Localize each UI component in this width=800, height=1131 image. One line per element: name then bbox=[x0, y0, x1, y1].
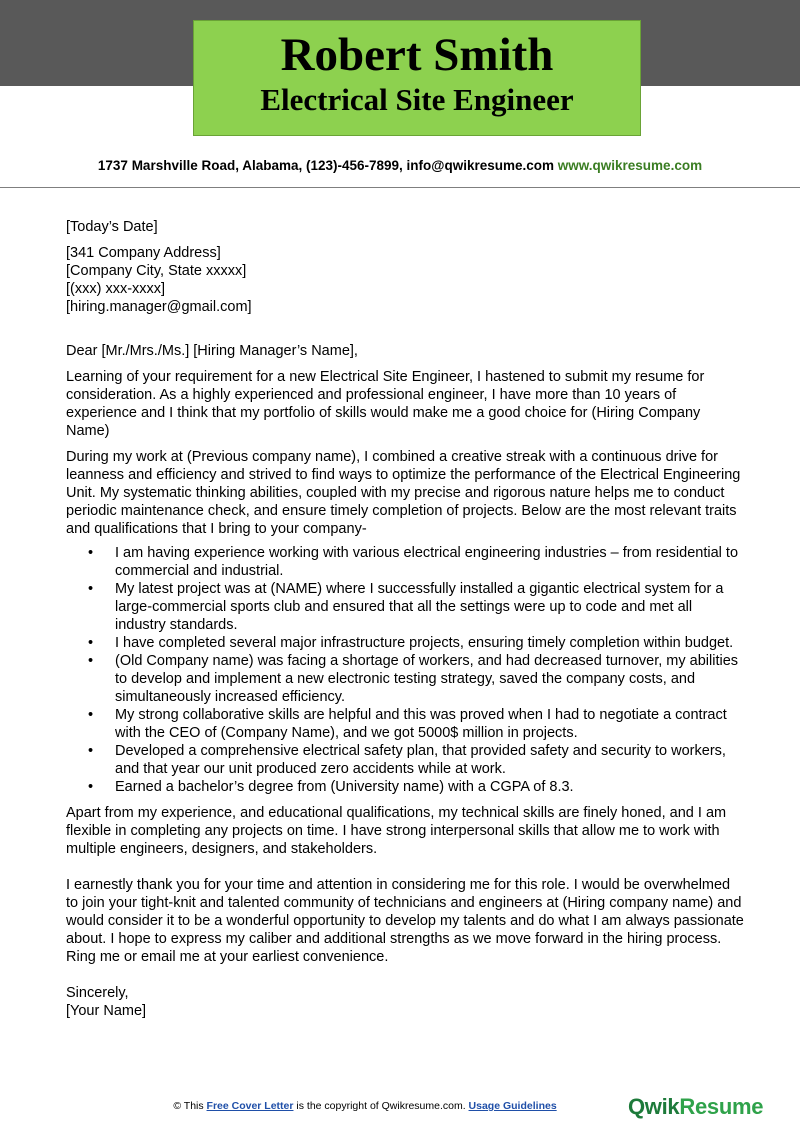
list-item bbox=[66, 742, 746, 778]
address-line: [Company City, State xxxxx] bbox=[66, 263, 247, 279]
qwikresume-logo bbox=[628, 1094, 763, 1120]
list-item bbox=[66, 706, 746, 742]
bullet-icon: • bbox=[88, 635, 94, 651]
header-divider bbox=[0, 187, 800, 188]
bullet-icon: • bbox=[88, 653, 94, 669]
list-item bbox=[66, 634, 746, 652]
footer-middle: is the copyright of Qwikresume.com. bbox=[293, 1100, 469, 1112]
bullet-icon: • bbox=[88, 707, 94, 723]
signature: [Your Name] bbox=[66, 1003, 147, 1019]
address-line: [(xxx) xxx-xxxx] bbox=[66, 281, 166, 297]
paragraph-skills: Apart from my experience, and educational qualifications, my technical skills are finely honed, and I am flexible in completing any projects on time. I have strong interpersonal skills that allow me to work with multiple engineers, designers, and stakeholders. bbox=[66, 805, 727, 857]
list-item bbox=[66, 544, 746, 580]
name-title-box bbox=[193, 20, 641, 136]
footer-copyright bbox=[0, 1099, 730, 1113]
bullet-icon: • bbox=[88, 743, 94, 759]
closing: Sincerely, bbox=[66, 985, 129, 1001]
website-link[interactable]: www.qwikresume.com bbox=[557, 158, 703, 173]
list-item-text: My strong collaborative skills are helpful and this was proved when I had to negotiate a contract with the CEO of (Company Name), and we got 5000$ million in projects. bbox=[115, 707, 727, 741]
bullet-icon: • bbox=[88, 545, 94, 561]
footer-prefix: © This bbox=[173, 1100, 207, 1112]
list-item-text: Developed a comprehensive electrical safety plan, that provided safety and security to workers, and that year our unit produced zero accidents while at work. bbox=[115, 743, 726, 777]
list-item-text: (Old Company name) was facing a shortage of workers, and had decreased turnover, my abilities to develop and implement a new electronic testing strategy, saved the company costs, and simultaneously increased efficiency. bbox=[115, 653, 739, 705]
contact-line bbox=[0, 157, 800, 175]
list-item bbox=[66, 652, 746, 706]
bullet-icon: • bbox=[88, 581, 94, 597]
usage-guidelines-link[interactable]: Usage Guidelines bbox=[468, 1100, 557, 1112]
free-cover-letter-link[interactable]: Free Cover Letter bbox=[206, 1100, 294, 1112]
recipient-address bbox=[66, 244, 746, 316]
list-item bbox=[66, 580, 746, 634]
logo-part-resume: Resume bbox=[679, 1094, 764, 1119]
list-item-text: My latest project was at (NAME) where I successfully installed a gigantic electrical system for a large-commercial sports club and ensured that all the settings were up to code and met all industry standards. bbox=[115, 581, 724, 633]
contact-details: 1737 Marshville Road, Alabama, (123)-456-7899, info@qwikresume.com bbox=[97, 158, 555, 173]
applicant-name: Robert Smith bbox=[280, 29, 554, 81]
list-item-text: Earned a bachelor’s degree from (University name) with a CGPA of 8.3. bbox=[115, 779, 574, 795]
logo-part-qwik: Qwik bbox=[628, 1094, 680, 1119]
address-line: [341 Company Address] bbox=[66, 245, 221, 261]
letter-body bbox=[66, 218, 746, 1020]
bullet-icon: • bbox=[88, 779, 94, 795]
qualifications-list bbox=[66, 544, 746, 796]
paragraph-closing: I earnestly thank you for your time and attention in considering me for this role. I would be overwhelmed to join your tight-knit and talented community of technicians and engineers at (Hiring company name) and would consider it to be a wonderful opportunity to develop my talents and do what I am always passionate about. I hope to express my caliber and additional strengths as we move forward in the hiring process. Ring me or email me at your earliest convenience. bbox=[66, 877, 744, 965]
letter-date: [Today’s Date] bbox=[66, 219, 158, 235]
list-item bbox=[66, 778, 746, 796]
list-item-text: I have completed several major infrastructure projects, ensuring timely completion within budget. bbox=[115, 635, 734, 651]
salutation: Dear [Mr./Mrs./Ms.] [Hiring Manager’s Name], bbox=[66, 343, 358, 359]
paragraph-intro: Learning of your requirement for a new Electrical Site Engineer, I hastened to submit my resume for consideration. As a highly experienced and professional engineer, I have more than 10 years of experience and I think that my portfolio of skills would make me a good choice for (Hiring Company Name) bbox=[66, 369, 705, 439]
list-item-text: I am having experience working with various electrical engineering industries – from residential to commercial and industrial. bbox=[115, 545, 739, 579]
paragraph-experience: During my work at (Previous company name), I combined a creative streak with a continuous drive for leanness and efficiency and strived to find ways to optimize the performance of the Electrical Engineering Unit. My systematic thinking abilities, coupled with my precise and rigorous nature helps me to conduct periodic maintenance check, and ensure timely completion of projects. Below are the most relevant traits and qualifications that I bring to your company- bbox=[66, 449, 741, 537]
job-title: Electrical Site Engineer bbox=[260, 82, 574, 117]
address-line: [hiring.manager@gmail.com] bbox=[66, 299, 252, 315]
